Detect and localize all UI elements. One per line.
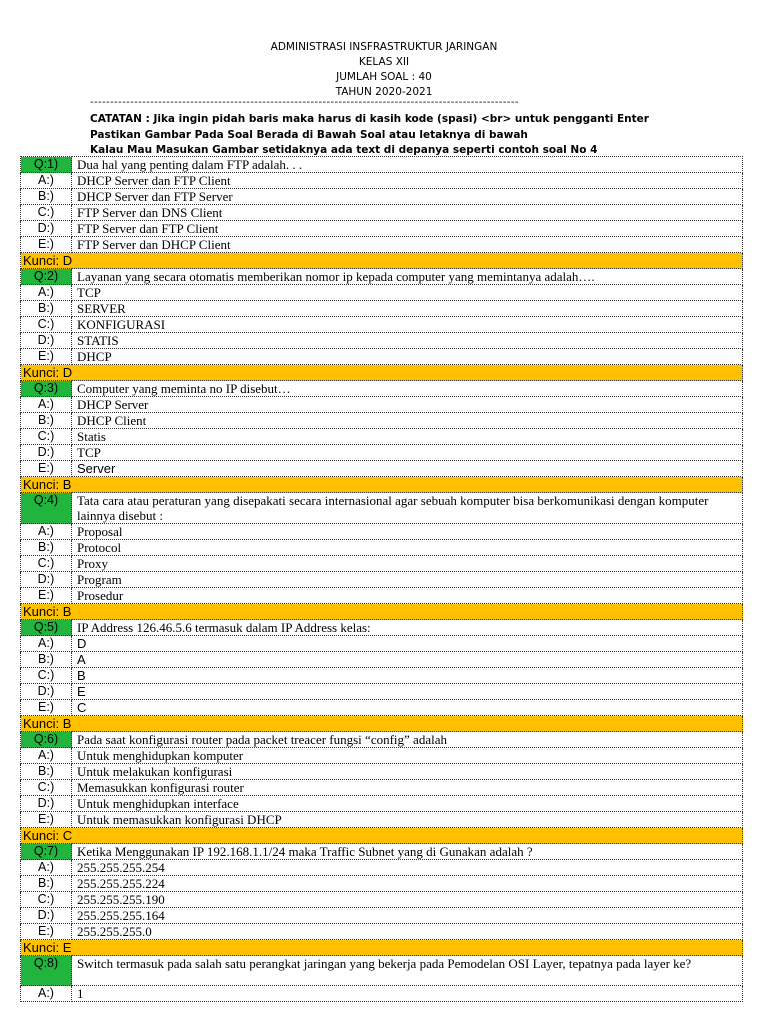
- option-label: A:): [21, 173, 72, 189]
- option-label: D:): [21, 796, 72, 812]
- option-text: 255.255.255.190: [72, 892, 743, 908]
- option-row: [21, 924, 743, 940]
- option-row: [21, 301, 743, 317]
- option-text: STATIS: [72, 333, 743, 349]
- question-row: [21, 269, 743, 285]
- answer-key-row: [21, 477, 743, 493]
- option-row: [21, 572, 743, 588]
- option-text: 1: [72, 986, 743, 1002]
- option-row: [21, 780, 743, 796]
- answer-key-row: [21, 828, 743, 844]
- question-number: Q:7): [21, 844, 72, 860]
- option-row: [21, 173, 743, 189]
- question-row: [21, 844, 743, 860]
- option-label: E:): [21, 237, 72, 253]
- option-row: [21, 764, 743, 780]
- option-row: [21, 748, 743, 764]
- option-row: [21, 461, 743, 477]
- option-label: A:): [21, 860, 72, 876]
- note-line: Kalau Mau Masukan Gambar setidaknya ada text di depanya seperti contoh soal No 4: [90, 144, 598, 156]
- option-label: E:): [21, 924, 72, 940]
- option-label: D:): [21, 445, 72, 461]
- option-label: B:): [21, 301, 72, 317]
- option-row: [21, 524, 743, 540]
- question-row: [21, 956, 743, 986]
- question-number: Q:5): [21, 620, 72, 636]
- option-row: [21, 205, 743, 221]
- note-line: Pastikan Gambar Pada Soal Berada di Bawah Soal atau letaknya di bawah: [90, 128, 528, 141]
- option-text: Untuk menghidupkan komputer: [72, 748, 743, 764]
- option-row: [21, 668, 743, 684]
- option-label: E:): [21, 812, 72, 828]
- option-row: [21, 189, 743, 205]
- option-label: A:): [21, 748, 72, 764]
- option-text: TCP: [72, 285, 743, 301]
- option-label: B:): [21, 413, 72, 429]
- option-label: B:): [21, 764, 72, 780]
- option-label: C:): [21, 668, 72, 684]
- answer-key-row: [21, 365, 743, 381]
- school-year: TAHUN 2020-2021: [335, 86, 433, 98]
- option-text: DHCP Server dan FTP Client: [72, 173, 743, 189]
- option-label: A:): [21, 524, 72, 540]
- option-label: C:): [21, 780, 72, 796]
- option-row: [21, 556, 743, 572]
- separator-line: -----------------------------------------------------------------------------------------------------------: [90, 97, 519, 108]
- option-row: [21, 812, 743, 828]
- answer-key: Kunci: B: [21, 477, 743, 493]
- answer-key: Kunci: C: [21, 828, 743, 844]
- option-row: [21, 349, 743, 365]
- question-row: [21, 620, 743, 636]
- option-label: C:): [21, 556, 72, 572]
- option-label: D:): [21, 221, 72, 237]
- class-label: KELAS XII: [358, 56, 410, 68]
- question-table: [20, 156, 743, 1002]
- note-line: CATATAN : Jika ingin pidah baris maka harus di kasih kode (spasi) <br> untuk pengganti Enter: [90, 113, 649, 125]
- option-label: D:): [21, 333, 72, 349]
- answer-key-row: [21, 716, 743, 732]
- option-label: B:): [21, 876, 72, 892]
- option-text: Protocol: [72, 540, 743, 556]
- option-label: C:): [21, 205, 72, 221]
- option-text: 255.255.255.254: [72, 860, 743, 876]
- option-label: A:): [21, 986, 72, 1002]
- question-text: Dua hal yang penting dalam FTP adalah. . .: [72, 157, 743, 173]
- option-label: E:): [21, 588, 72, 604]
- option-label: A:): [21, 397, 72, 413]
- question-text: Switch termasuk pada salah satu perangkat jaringan yang bekerja pada Pemodelan OSI Layer, tepatnya pada layer ke?: [72, 956, 743, 986]
- option-label: B:): [21, 652, 72, 668]
- option-text: FTP Server dan DNS Client: [72, 205, 743, 221]
- option-text: A: [72, 652, 743, 668]
- question-count: JUMLAH SOAL : 40: [336, 71, 432, 83]
- option-row: [21, 986, 743, 1002]
- question-number: Q:3): [21, 381, 72, 397]
- option-row: [21, 860, 743, 876]
- option-row: [21, 652, 743, 668]
- option-label: D:): [21, 908, 72, 924]
- option-text: FTP Server dan DHCP Client: [72, 237, 743, 253]
- option-label: A:): [21, 636, 72, 652]
- option-text: DHCP: [72, 349, 743, 365]
- answer-key: Kunci: E: [21, 940, 743, 956]
- option-row: [21, 413, 743, 429]
- option-text: B: [72, 668, 743, 684]
- option-text: KONFIGURASI: [72, 317, 743, 333]
- option-text: SERVER: [72, 301, 743, 317]
- document-title: ADMINISTRASI INSFRASTRUKTUR JARINGAN: [270, 41, 498, 53]
- document-header: [0, 40, 768, 100]
- option-label: E:): [21, 700, 72, 716]
- answer-key: Kunci: B: [21, 716, 743, 732]
- option-text: Memasukkan konfigurasi router: [72, 780, 743, 796]
- question-text: Tata cara atau peraturan yang disepakati secara internasional agar sebuah komputer bisa berkomunikasi dengan komputer lainnya disebut :: [72, 493, 743, 524]
- option-text: 255.255.255.224: [72, 876, 743, 892]
- option-text: Program: [72, 572, 743, 588]
- question-row: [21, 493, 743, 524]
- question-text: IP Address 126.46.5.6 termasuk dalam IP Address kelas:: [72, 620, 743, 636]
- question-number: Q:1): [21, 157, 72, 173]
- option-label: B:): [21, 540, 72, 556]
- option-row: [21, 285, 743, 301]
- option-row: [21, 445, 743, 461]
- option-text: DHCP Client: [72, 413, 743, 429]
- option-row: [21, 221, 743, 237]
- option-label: A:): [21, 285, 72, 301]
- option-text: Proposal: [72, 524, 743, 540]
- option-label: B:): [21, 189, 72, 205]
- option-label: D:): [21, 684, 72, 700]
- option-row: [21, 876, 743, 892]
- question-number: Q:4): [21, 493, 72, 524]
- option-label: D:): [21, 572, 72, 588]
- option-row: [21, 333, 743, 349]
- option-row: [21, 397, 743, 413]
- option-row: [21, 237, 743, 253]
- option-label: E:): [21, 349, 72, 365]
- option-text: Prosedur: [72, 588, 743, 604]
- answer-key-row: [21, 604, 743, 620]
- option-text: Untuk menghidupkan interface: [72, 796, 743, 812]
- option-text: 255.255.255.0: [72, 924, 743, 940]
- option-text: 255.255.255.164: [72, 908, 743, 924]
- option-text: Proxy: [72, 556, 743, 572]
- option-text: DHCP Server: [72, 397, 743, 413]
- answer-key: Kunci: B: [21, 604, 743, 620]
- option-text: C: [72, 700, 743, 716]
- option-row: [21, 540, 743, 556]
- answer-key: Kunci: D: [21, 365, 743, 381]
- option-text: Untuk memasukkan konfigurasi DHCP: [72, 812, 743, 828]
- option-text: FTP Server dan FTP Client: [72, 221, 743, 237]
- option-label: E:): [21, 461, 72, 477]
- option-text: D: [72, 636, 743, 652]
- option-row: [21, 317, 743, 333]
- option-row: [21, 684, 743, 700]
- question-number: Q:8): [21, 956, 72, 986]
- option-label: C:): [21, 429, 72, 445]
- question-text: Layanan yang secara otomatis memberikan nomor ip kepada computer yang memintanya adalah….: [72, 269, 743, 285]
- option-text: E: [72, 684, 743, 700]
- question-row: [21, 381, 743, 397]
- notes-block: [90, 112, 730, 159]
- question-text: Computer yang meminta no IP disebut…: [72, 381, 743, 397]
- option-text: TCP: [72, 445, 743, 461]
- option-text: DHCP Server dan FTP Server: [72, 189, 743, 205]
- question-number: Q:2): [21, 269, 72, 285]
- option-label: C:): [21, 892, 72, 908]
- option-row: [21, 892, 743, 908]
- option-row: [21, 636, 743, 652]
- answer-key-row: [21, 940, 743, 956]
- option-row: [21, 700, 743, 716]
- question-text: Ketika Menggunakan IP 192.168.1.1/24 maka Traffic Subnet yang di Gunakan adalah ?: [72, 844, 743, 860]
- option-row: [21, 429, 743, 445]
- answer-key-row: [21, 253, 743, 269]
- answer-key: Kunci: D: [21, 253, 743, 269]
- option-text: Server: [72, 461, 743, 477]
- option-text: Untuk melakukan konfigurasi: [72, 764, 743, 780]
- question-number: Q:6): [21, 732, 72, 748]
- question-row: [21, 732, 743, 748]
- option-row: [21, 588, 743, 604]
- option-label: C:): [21, 317, 72, 333]
- option-text: Statis: [72, 429, 743, 445]
- question-text: Pada saat konfigurasi router pada packet treacer fungsi “config” adalah: [72, 732, 743, 748]
- option-row: [21, 796, 743, 812]
- question-row: [21, 157, 743, 173]
- option-row: [21, 908, 743, 924]
